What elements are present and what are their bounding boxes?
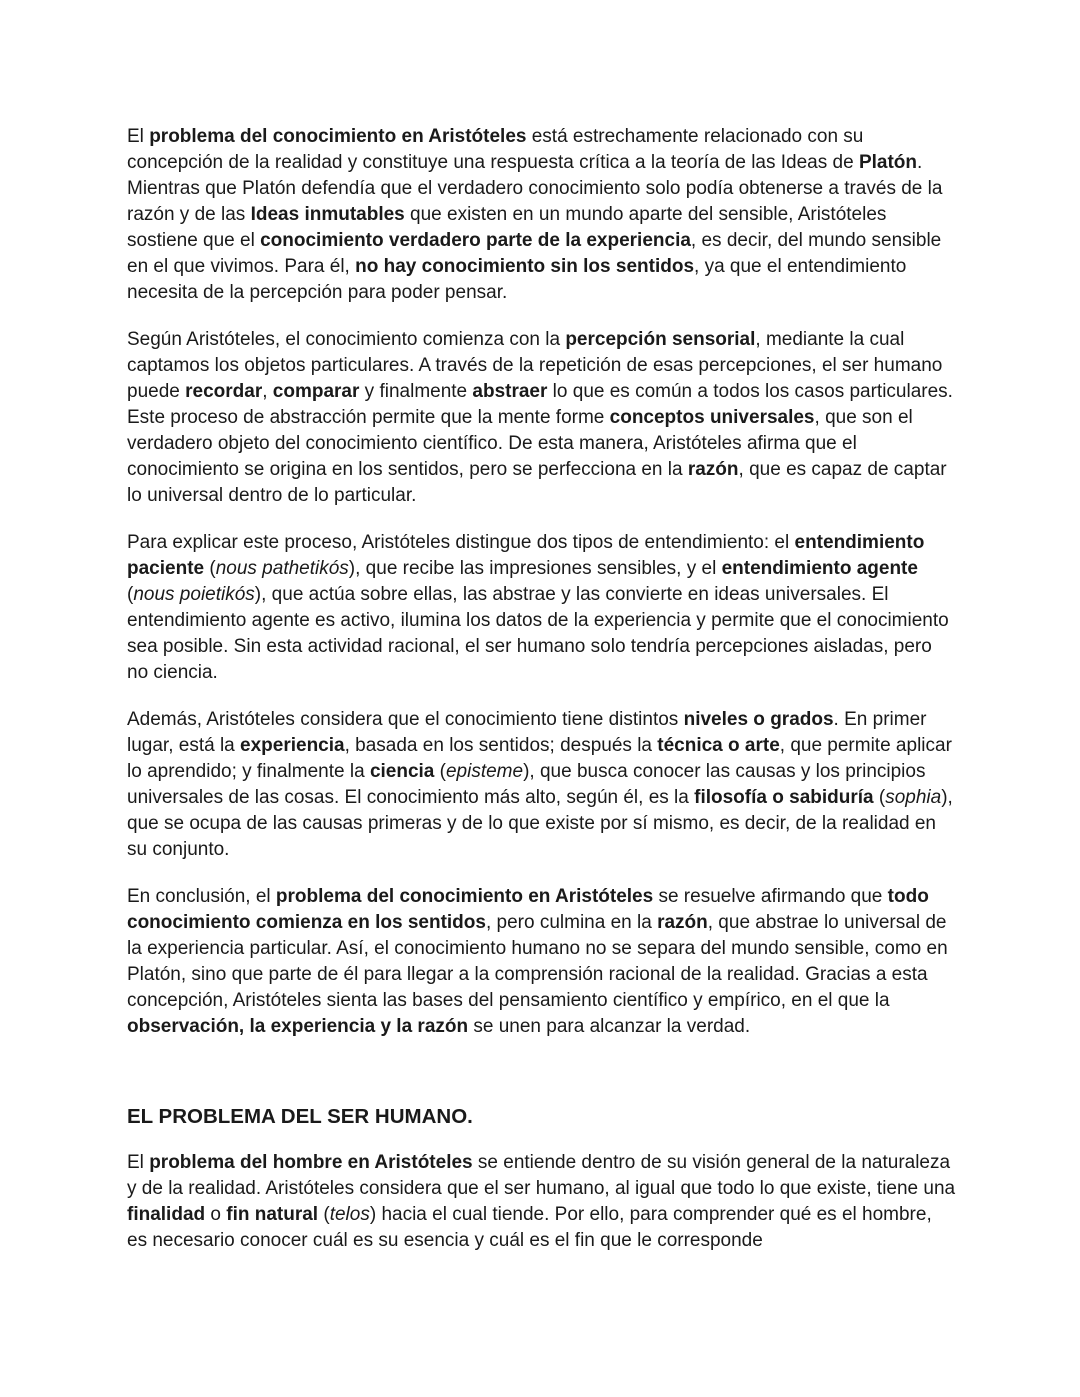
text-run: Para explicar este proceso, Aristóteles distingue dos tipos de entendimiento: el: [127, 532, 795, 553]
italic-text: nous poietikós: [133, 584, 255, 605]
text-run: se entiende dentro de su visión general de la naturaleza y de la realidad. Aristóteles considera que el ser humano, al igual que todo lo que existe, tiene una: [127, 1152, 956, 1199]
text-run: ,: [262, 381, 273, 402]
text-run: , mediante la cual captamos los objetos particulares. A través de la repetición de esas percepciones, el ser humano puede: [127, 329, 943, 402]
bold-text: no hay conocimiento sin los sentidos: [355, 256, 695, 277]
text-run: , que son el verdadero objeto del conocimiento científico. De esta manera, Aristóteles afirma que el conocimiento se origina en los sentidos, pero se perfecciona en la: [127, 407, 913, 480]
bold-text: conocimiento verdadero parte de la experiencia: [260, 230, 691, 251]
bold-text: entendimiento paciente: [127, 532, 925, 579]
paragraph-knowledge-levels: [127, 707, 957, 863]
text-run: (: [318, 1204, 330, 1225]
text-run: ), que actúa sobre ellas, las abstrae y las convierte en ideas universales. El entendimiento agente es activo, ilumina los datos de la experiencia y permite que el conocimiento sea posible. Sin esta actividad racional, el ser humano solo tendría percepciones aisladas, pero no ciencia.: [127, 584, 949, 683]
bold-text: entendimiento agente: [721, 558, 918, 579]
bold-text: conceptos universales: [609, 407, 815, 428]
italic-text: nous pathetikós: [215, 558, 349, 579]
bold-text: razón: [657, 912, 708, 933]
bold-text: finalidad: [127, 1204, 206, 1225]
text-run: (: [204, 558, 216, 579]
text-run: En conclusión, el: [127, 886, 276, 907]
text-run: se unen para alcanzar la verdad.: [468, 1016, 751, 1037]
paragraph-human-problem: [127, 1150, 957, 1254]
text-run: está estrechamente relacionado con su concepción de la realidad y constituye una respuesta crítica a la teoría de las Ideas de: [127, 126, 864, 173]
bold-text: experiencia: [240, 735, 345, 756]
text-run: , es decir, del mundo sensible en el que vivimos. Para él,: [127, 230, 942, 277]
bold-text: Platón: [858, 152, 918, 173]
text-run: . Mientras que Platón defendía que el verdadero conocimiento solo podía obtenerse a través de la razón y de las: [127, 152, 943, 225]
bold-text: todo conocimiento comienza en los sentidos: [127, 886, 929, 933]
text-run: , basada en los sentidos; después la: [344, 735, 658, 756]
text-run: , que permite aplicar lo aprendido; y finalmente la: [127, 735, 952, 782]
text-run: El: [127, 1152, 150, 1173]
bold-text: problema del conocimiento en Aristóteles: [275, 886, 654, 907]
text-run: (: [434, 761, 446, 782]
italic-text: sophia: [885, 787, 942, 808]
text-run: se resuelve afirmando que: [653, 886, 888, 907]
text-run: El: [127, 126, 150, 147]
text-run: , pero culmina en la: [485, 912, 658, 933]
bold-text: técnica o arte: [657, 735, 780, 756]
text-run: , que es capaz de captar lo universal dentro de lo particular.: [127, 459, 947, 506]
bold-text: observación, la experiencia y la razón: [127, 1016, 469, 1037]
bold-text: percepción sensorial: [565, 329, 756, 350]
text-run: y finalmente: [359, 381, 473, 402]
document-page: [127, 124, 957, 1275]
text-run: (: [873, 787, 886, 808]
bold-text: abstraer: [472, 381, 548, 402]
paragraph-conclusion: [127, 884, 957, 1040]
bold-text: Ideas inmutables: [250, 204, 405, 225]
bold-text: problema del hombre en Aristóteles: [149, 1152, 473, 1173]
text-run: lo que es común a todos los casos particulares. Este proceso de abstracción permite que la mente forme: [127, 381, 953, 428]
text-run: (: [127, 584, 134, 605]
italic-text: telos: [329, 1204, 370, 1225]
bold-text: filosofía o sabiduría: [694, 787, 874, 808]
text-run: ) hacia el cual tiende. Por ello, para comprender qué es el hombre, es necesario conocer cuál es su esencia y cuál es el fin que le corresponde: [127, 1204, 932, 1251]
text-run: , ya que el entendimiento necesita de la percepción para poder pensar.: [127, 256, 907, 303]
text-run: ), que recibe las impresiones sensibles, y el: [348, 558, 722, 579]
text-run: , que abstrae lo universal de la experiencia particular. Así, el conocimiento humano no se separa del mundo sensible, como en Platón, sino que parte de él para llegar a la comprensión racional de la realidad. Gracias a esta concepción, Aristóteles sienta las bases del pensamiento científico y empírico, en el que la: [127, 912, 948, 1011]
paragraph-knowledge-intro: [127, 124, 957, 306]
text-run: ), que se ocupa de las causas primeras y de lo que existe por sí mismo, es decir, de la realidad en su conjunto.: [127, 787, 953, 860]
text-run: Según Aristóteles, el conocimiento comienza con la: [127, 329, 566, 350]
bold-text: ciencia: [369, 761, 435, 782]
bold-text: recordar: [185, 381, 263, 402]
paragraph-understanding-types: [127, 530, 957, 686]
text-run: . En primer lugar, está la: [127, 709, 927, 756]
italic-text: episteme: [445, 761, 524, 782]
bold-text: fin natural: [226, 1204, 319, 1225]
bold-text: niveles o grados: [683, 709, 834, 730]
bold-text: razón: [687, 459, 739, 480]
text-run: que existen en un mundo aparte del sensible, Aristóteles sostiene que el: [127, 204, 887, 251]
section-heading: EL PROBLEMA DEL SER HUMANO.: [127, 1105, 473, 1128]
paragraph-sensory-perception: [127, 327, 957, 509]
bold-text: problema del conocimiento en Aristóteles: [149, 126, 527, 147]
text-run: o: [205, 1204, 227, 1225]
text-run: Además, Aristóteles considera que el conocimiento tiene distintos: [127, 709, 684, 730]
text-run: ), que busca conocer las causas y los principios universales de las cosas. El conocimiento más alto, según él, es la: [127, 761, 926, 808]
bold-text: comparar: [272, 381, 360, 402]
